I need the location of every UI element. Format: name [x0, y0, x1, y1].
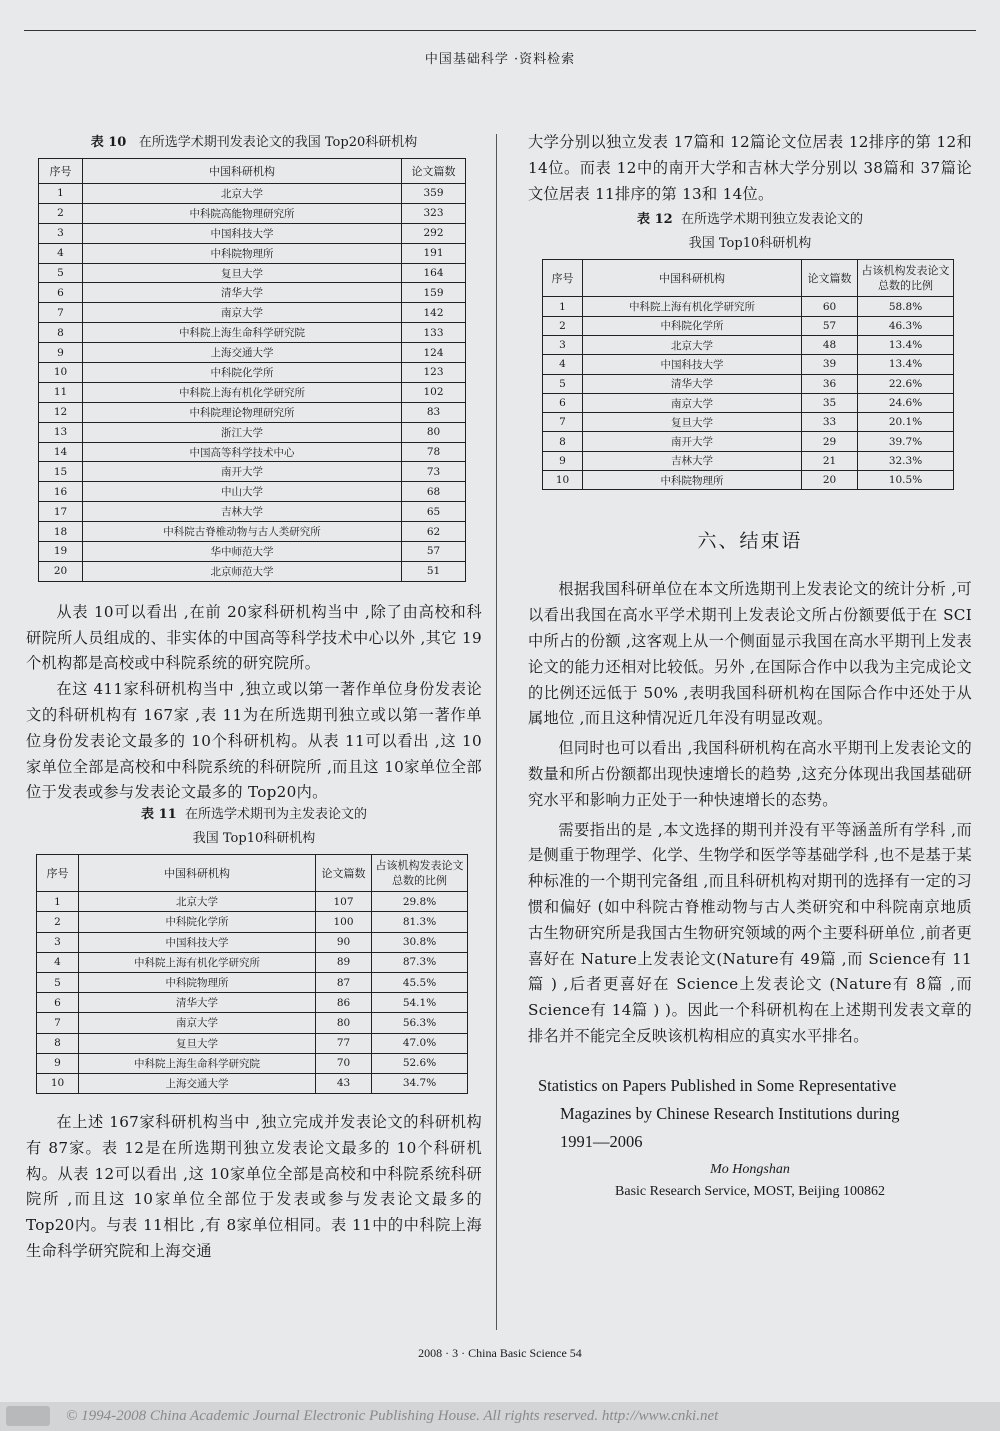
- table-cell: 14: [39, 442, 83, 462]
- table-cell: 中科院古脊椎动物与古人类研究所: [83, 522, 402, 542]
- table-cell: 4: [543, 355, 583, 374]
- table-cell: 70: [316, 1053, 372, 1073]
- copyright-bar: [0, 1402, 1000, 1431]
- table-cell: 73: [402, 462, 466, 482]
- table-cell: 6: [37, 993, 79, 1013]
- table-row: [39, 363, 466, 383]
- table-cell: 33: [802, 413, 858, 432]
- table-cell: 中科院化学所: [583, 316, 802, 335]
- table-row: [37, 993, 468, 1013]
- paragraph: 但同时也可以看出 ,我国科研机构在高水平期刊上发表论文的数量和所占份额都出现快速增长的趋势 ,这充分体现出我国基础研究水平和影响力正处于一种快速增长的态势。: [528, 739, 972, 809]
- table-cell: 中国高等科学技术中心: [83, 442, 402, 462]
- table-row: [543, 355, 954, 374]
- table-row: [37, 892, 468, 912]
- table-row: [39, 223, 466, 243]
- table12: [542, 259, 954, 490]
- table-cell: 9: [543, 451, 583, 470]
- col-header: 论文篇数: [802, 260, 858, 297]
- running-head: 中国基础科学 ·资料检索: [424, 52, 576, 67]
- table-cell: 164: [402, 263, 466, 283]
- table-cell: 5: [39, 263, 83, 283]
- page-footer: 2008 · 3 · China Basic Science 54: [418, 1346, 582, 1360]
- table-row: [39, 243, 466, 263]
- cnki-logo-icon: [6, 1406, 50, 1426]
- table-cell: 81.3%: [372, 912, 468, 932]
- table-cell: 中国科技大学: [583, 355, 802, 374]
- table-cell: 3: [39, 223, 83, 243]
- table-header-row: [543, 260, 954, 297]
- table-cell: 北京师范大学: [83, 561, 402, 581]
- table-cell: 13: [39, 422, 83, 442]
- table11: [36, 854, 468, 1094]
- table-row: [543, 393, 954, 412]
- table-cell: 13.4%: [858, 355, 954, 374]
- col-header: 序号: [543, 260, 583, 297]
- table-cell: 中科院物理所: [583, 471, 802, 490]
- table10-caption: [26, 134, 482, 152]
- col-header: 中国科研机构: [79, 855, 316, 892]
- table-cell: 9: [37, 1053, 79, 1073]
- table-cell: 20.1%: [858, 413, 954, 432]
- table12-caption-line1: 在所选学术期刊独立发表论文的: [680, 212, 863, 228]
- table-cell: 57: [802, 316, 858, 335]
- table-cell: 4: [39, 243, 83, 263]
- table-row: [37, 912, 468, 932]
- paragraph: 大学分别以独立发表 17篇和 12篇论文位居表 12排序的第 12和 14位。而表 12中的南开大学和吉林大学分别以 38篇和 37篇论文位居表 11排序的第 13和 14位。: [528, 133, 972, 203]
- table-cell: 中科院上海生命科学研究院: [83, 323, 402, 343]
- table-cell: 中科院上海有机化学研究所: [583, 297, 802, 316]
- table-cell: 4: [37, 952, 79, 972]
- col-header: 占该机构发表论文总数的比例: [372, 855, 468, 892]
- table-row: [37, 1013, 468, 1033]
- table-cell: 191: [402, 243, 466, 263]
- table11-caption: [26, 806, 482, 848]
- english-title-line: Magazines by Chinese Research Institutions during: [560, 1103, 900, 1123]
- table10: [38, 158, 466, 582]
- table-cell: 7: [543, 413, 583, 432]
- table-cell: 18: [39, 522, 83, 542]
- table-row: [39, 462, 466, 482]
- table-cell: 133: [402, 323, 466, 343]
- table-row: [543, 471, 954, 490]
- table-cell: 7: [39, 303, 83, 323]
- table-header-row: [37, 855, 468, 892]
- table-cell: 87.3%: [372, 952, 468, 972]
- table-cell: 58.8%: [858, 297, 954, 316]
- paragraph: 根据我国科研单位在本文所选期刊上发表论文的统计分析 ,可以看出我国在高水平学术期刊上发表论文所占份额要低于在 SCI中所占的份额 ,这客观上从一个侧面显示我国在高水平期刊上发表论文的能力还相对比较低。另外 ,在国际合作中以我为主完成论文的比例还远低于 50% ,表明我国科研机构在国际合作中还处于从属地位 ,而且这种情况近几年没有明显改观。: [528, 580, 972, 728]
- table-cell: 56.3%: [372, 1013, 468, 1033]
- table-cell: 6: [543, 393, 583, 412]
- table-cell: 100: [316, 912, 372, 932]
- table-cell: 83: [402, 402, 466, 422]
- table-cell: 3: [543, 335, 583, 354]
- table-cell: 中国科技大学: [83, 223, 402, 243]
- paragraph: 在上述 167家科研机构当中 ,独立完成并发表论文的科研机构有 87家。表 12是在所选期刊独立发表论文最多的 10个科研机构。从表 12可以看出 ,这 10家单位全部是高校和中科院系统科研院所 ,而且这 10家单位全部位于发表或参与发表论文最多的 Top20内。与表 11相比 ,有 8家单位相同。表 11中的中科院上海生命科学研究院和上海交通: [26, 1113, 482, 1261]
- table-row: [39, 382, 466, 402]
- table-cell: 51: [402, 561, 466, 581]
- table-row: [39, 343, 466, 363]
- table-cell: 中科院理论物理研究所: [83, 402, 402, 422]
- table-cell: 47.0%: [372, 1033, 468, 1053]
- table-row: [37, 952, 468, 972]
- table-row: [39, 422, 466, 442]
- table-cell: 45.5%: [372, 972, 468, 992]
- table-cell: 1: [543, 297, 583, 316]
- table-row: [39, 263, 466, 283]
- table-cell: 复旦大学: [83, 263, 402, 283]
- table-cell: 中科院高能物理研究所: [83, 203, 402, 223]
- table-cell: 142: [402, 303, 466, 323]
- table-cell: 36: [802, 374, 858, 393]
- table-cell: 24.6%: [858, 393, 954, 412]
- column-divider: [496, 134, 497, 1330]
- table-cell: 中科院上海有机化学研究所: [79, 952, 316, 972]
- table-cell: 124: [402, 343, 466, 363]
- table-cell: 吉林大学: [83, 502, 402, 522]
- table-cell: 46.3%: [858, 316, 954, 335]
- table-cell: 9: [39, 343, 83, 363]
- english-title: [528, 1072, 972, 1156]
- table-cell: 34.7%: [372, 1073, 468, 1093]
- copyright-text: © 1994-2008 China Academic Journal Electronic Publishing House. All rights reserved. http://www.cnki.net: [66, 1408, 719, 1424]
- table-cell: 1: [39, 184, 83, 204]
- table-cell: 77: [316, 1033, 372, 1053]
- table-cell: 南京大学: [583, 393, 802, 412]
- table-cell: 57: [402, 542, 466, 562]
- table-cell: 12: [39, 402, 83, 422]
- table-cell: 86: [316, 993, 372, 1013]
- table-cell: 中山大学: [83, 482, 402, 502]
- table-cell: 南开大学: [583, 432, 802, 451]
- table-row: [39, 442, 466, 462]
- table-row: [39, 303, 466, 323]
- table-row: [39, 502, 466, 522]
- table11-caption-line2: 我国 Top10科研机构: [192, 831, 316, 847]
- table-cell: 20: [39, 561, 83, 581]
- table-header-row: [39, 159, 466, 184]
- table-cell: 54.1%: [372, 993, 468, 1013]
- table-cell: 3: [37, 932, 79, 952]
- table-cell: 10: [39, 363, 83, 383]
- table-cell: 上海交通大学: [83, 343, 402, 363]
- table-row: [543, 297, 954, 316]
- table-cell: 90: [316, 932, 372, 952]
- paragraph: 在这 411家科研机构当中 ,独立或以第一著作单位身份发表论文的科研机构有 167家 ,表 11为在所选期刊独立或以第一著作单位身份发表论文最多的 10个科研机构。从表 11可以看出 ,这 10家单位全部是高校和中科院系统的科研院所 ,而且这 10家单位全部位于发表或参与发表论文最多的 Top20内。: [26, 680, 482, 802]
- col-header: 中国科研机构: [83, 159, 402, 184]
- table-cell: 清华大学: [79, 993, 316, 1013]
- table-row: [37, 932, 468, 952]
- table-cell: 48: [802, 335, 858, 354]
- table-row: [39, 542, 466, 562]
- table-cell: 29: [802, 432, 858, 451]
- english-affiliation: Basic Research Service, MOST, Beijing 100862: [615, 1183, 885, 1199]
- table-row: [39, 323, 466, 343]
- table-cell: 123: [402, 363, 466, 383]
- col-header: 论文篇数: [316, 855, 372, 892]
- table-row: [37, 972, 468, 992]
- table-cell: 68: [402, 482, 466, 502]
- table-cell: 16: [39, 482, 83, 502]
- table-cell: 2: [39, 203, 83, 223]
- paragraph: 需要指出的是 ,本文选择的期刊并没有平等涵盖所有学科 ,而是侧重于物理学、化学、生物学和医学等基础学科 ,也不是基于某种标准的一个期刊完备组 ,而且科研机构对期刊的选择有一定的习惯和偏好 (如中科院古脊椎动物与古人类研究和中科院南京地质古生物研究所是我国古生物研究领域的两个主要科研单位 ,前者更喜好在 Nature上发表论文(Nature有 49篇 ,而 Science有 11篇 ) ,后者更喜好在 Science上发表论文 (Nature有 8篇 ,而 Science有 14篇 ) )。因此一个科研机构在上述期刊发表文章的排名并不能完全反映该机构相应的真实水平排名。: [528, 820, 972, 1045]
- table-cell: 2: [543, 316, 583, 335]
- table-row: [37, 1053, 468, 1073]
- right-column: [528, 130, 972, 1200]
- english-author: Mo Hongshan: [710, 1161, 790, 1177]
- table-cell: 清华大学: [583, 374, 802, 393]
- table11-caption-line1: 在所选学术期刊为主发表论文的: [184, 807, 367, 823]
- table-cell: 159: [402, 283, 466, 303]
- table-row: [39, 203, 466, 223]
- table-cell: 北京大学: [583, 335, 802, 354]
- table-cell: 南开大学: [83, 462, 402, 482]
- table-cell: 北京大学: [79, 892, 316, 912]
- table-row: [543, 413, 954, 432]
- paragraph: 从表 10可以看出 ,在前 20家科研机构当中 ,除了由高校和科研院所人员组成的、非实体的中国高等科学技术中心以外 ,其它 19个机构都是高校或中科院系统的研究院所。: [26, 602, 482, 673]
- table-cell: 华中师范大学: [83, 542, 402, 562]
- table-cell: 7: [37, 1013, 79, 1033]
- table-row: [543, 374, 954, 393]
- table-cell: 中国科技大学: [79, 932, 316, 952]
- table-cell: 107: [316, 892, 372, 912]
- table-cell: 39.7%: [858, 432, 954, 451]
- table-cell: 78: [402, 442, 466, 462]
- table-cell: 10.5%: [858, 471, 954, 490]
- table-cell: 52.6%: [372, 1053, 468, 1073]
- table-cell: 60: [802, 297, 858, 316]
- table-cell: 21: [802, 451, 858, 470]
- table-cell: 65: [402, 502, 466, 522]
- table12-caption: [528, 211, 972, 253]
- table-cell: 上海交通大学: [79, 1073, 316, 1093]
- table-cell: 中科院化学所: [79, 912, 316, 932]
- table-cell: 清华大学: [83, 283, 402, 303]
- english-title-line: Statistics on Papers Published in Some Representative: [538, 1075, 897, 1095]
- table-cell: 8: [39, 323, 83, 343]
- table-cell: 87: [316, 972, 372, 992]
- col-header: 中国科研机构: [583, 260, 802, 297]
- table-row: [37, 1033, 468, 1053]
- table-cell: 中科院物理所: [79, 972, 316, 992]
- table-cell: 32.3%: [858, 451, 954, 470]
- table-cell: 6: [39, 283, 83, 303]
- table-cell: 2: [37, 912, 79, 932]
- table-cell: 43: [316, 1073, 372, 1093]
- table-cell: 10: [37, 1073, 79, 1093]
- table12-label: 表 12: [637, 212, 673, 228]
- table-cell: 复旦大学: [583, 413, 802, 432]
- table-cell: 89: [316, 952, 372, 972]
- table-cell: 30.8%: [372, 932, 468, 952]
- table12-caption-line2: 我国 Top10科研机构: [688, 236, 812, 252]
- table-row: [39, 561, 466, 581]
- table-row: [39, 402, 466, 422]
- table-cell: 13.4%: [858, 335, 954, 354]
- table-cell: 39: [802, 355, 858, 374]
- table-cell: 浙江大学: [83, 422, 402, 442]
- col-header: 占该机构发表论文总数的比例: [858, 260, 954, 297]
- table-cell: 17: [39, 502, 83, 522]
- table10-caption-text: 在所选学术期刊发表论文的我国 Top20科研机构: [138, 135, 418, 150]
- table-row: [543, 432, 954, 451]
- col-header: 序号: [37, 855, 79, 892]
- table-cell: 5: [37, 972, 79, 992]
- table-cell: 北京大学: [83, 184, 402, 204]
- table-cell: 102: [402, 382, 466, 402]
- table-cell: 中科院上海有机化学研究所: [83, 382, 402, 402]
- table-cell: 复旦大学: [79, 1033, 316, 1053]
- table-cell: 19: [39, 542, 83, 562]
- table10-label: 表 10: [90, 135, 127, 150]
- left-column: [26, 134, 482, 1265]
- table-row: [37, 1073, 468, 1093]
- table-cell: 南京大学: [83, 303, 402, 323]
- table-row: [39, 482, 466, 502]
- table-cell: 吉林大学: [583, 451, 802, 470]
- table-row: [39, 184, 466, 204]
- table-row: [543, 316, 954, 335]
- table-cell: 8: [543, 432, 583, 451]
- section-heading: 六、结束语: [697, 530, 803, 553]
- table-cell: 中科院上海生命科学研究院: [79, 1053, 316, 1073]
- table-cell: 10: [543, 471, 583, 490]
- table-cell: 359: [402, 184, 466, 204]
- top-rule: [24, 30, 976, 31]
- table-cell: 20: [802, 471, 858, 490]
- table-row: [543, 451, 954, 470]
- table-cell: 292: [402, 223, 466, 243]
- table-cell: 80: [316, 1013, 372, 1033]
- table-cell: 29.8%: [372, 892, 468, 912]
- table-cell: 中科院化学所: [83, 363, 402, 383]
- table-row: [39, 522, 466, 542]
- table-row: [39, 283, 466, 303]
- table-cell: 15: [39, 462, 83, 482]
- table-cell: 22.6%: [858, 374, 954, 393]
- table-cell: 5: [543, 374, 583, 393]
- col-header: 论文篇数: [402, 159, 466, 184]
- english-title-line: 1991—2006: [560, 1131, 643, 1151]
- table-cell: 35: [802, 393, 858, 412]
- table-cell: 8: [37, 1033, 79, 1053]
- table-cell: 中科院物理所: [83, 243, 402, 263]
- table11-label: 表 11: [141, 807, 177, 823]
- col-header: 序号: [39, 159, 83, 184]
- table-cell: 80: [402, 422, 466, 442]
- table-cell: 1: [37, 892, 79, 912]
- table-row: [543, 335, 954, 354]
- table-cell: 62: [402, 522, 466, 542]
- table-cell: 南京大学: [79, 1013, 316, 1033]
- table-cell: 11: [39, 382, 83, 402]
- table-cell: 323: [402, 203, 466, 223]
